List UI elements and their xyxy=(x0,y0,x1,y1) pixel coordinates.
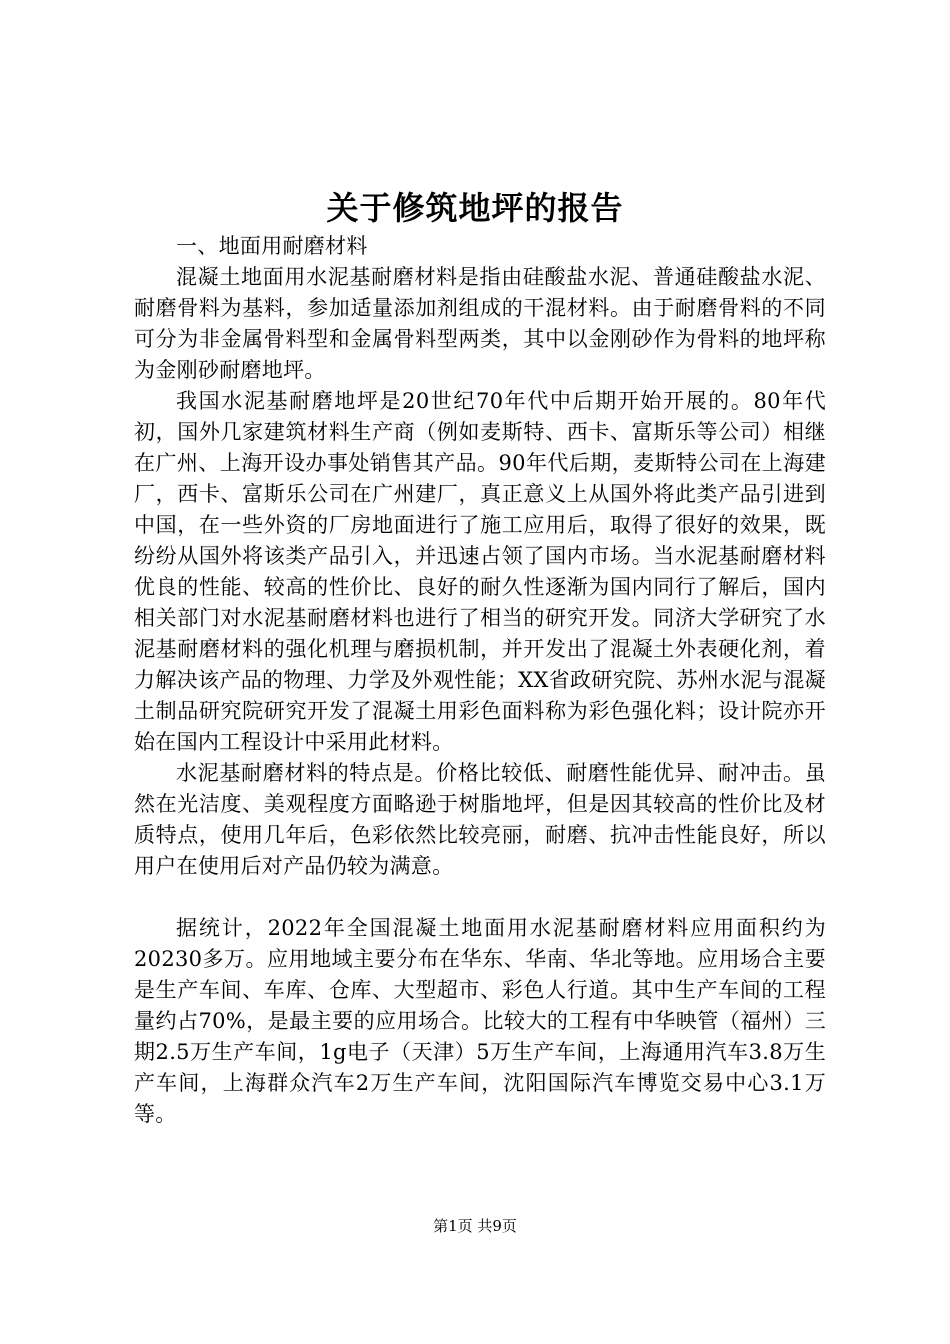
paragraph: 据统计，2022年全国混凝土地面用水泥基耐磨材料应用面积约为20230多万。应用地域主要分布在华东、华南、华北等地。应用场合主要是生产车间、车库、仓库、大型超市、彩色人行道。其中生产车间的工程量约占70%，是最主要的应用场合。比较大的工程有中华映管（福州）三期2.5万生产车间，1g电子（天津）5万生产车间，上海通用汽车3.8万生产车间，上海群众汽车2万生产车间，沈阳国际汽车博览交易中心3.1万等。 xyxy=(134,916,826,1126)
paragraph: 混凝土地面用水泥基耐磨材料是指由硅酸盐水泥、普通硅酸盐水泥、耐磨骨料为基料，参加适量添加剂组成的干混材料。由于耐磨骨料的不同可分为非金属骨料型和金属骨料型两类，其中以金刚砂作为骨料的地坪称为金刚砂耐磨地坪。 xyxy=(134,265,826,382)
paragraph: 我国水泥基耐磨地坪是20世纪70年代中后期开始开展的。80年代初，国外几家建筑材料生产商（例如麦斯特、西卡、富斯乐等公司）相继在广州、上海开设办事处销售其产品。90年代后期，麦斯特公司在上海建厂，西卡、富斯乐公司在广州建厂，真正意义上从国外将此类产品引进到中国，在一些外资的厂房地面进行了施工应用后，取得了很好的效果，既纷纷从国外将该类产品引入，并迅速占领了国内市场。当水泥基耐磨材料优良的性能、较高的性价比、良好的耐久性逐渐为国内同行了解后，国内相关部门对水泥基耐磨材料也进行了相当的研究开发。同济大学研究了水泥基耐磨材料的强化机理与磨损机制，并开发出了混凝土外表硬化剂，着力解决该产品的物理、力学及外观性能；XX省政研究院、苏州水泥与混凝土制品研究院研究开发了混凝土用彩色面料称为彩色强化料；设计院亦开始在国内工程设计中采用此材料。 xyxy=(134,389,826,754)
section-heading: 一、地面用耐磨材料 xyxy=(176,234,368,258)
document-body xyxy=(134,231,826,1130)
document-title: 关于修筑地坪的报告 xyxy=(326,189,624,227)
paragraph: 水泥基耐磨材料的特点是。价格比较低、耐磨性能优异、耐冲击。虽然在光洁度、美观程度方面略逊于树脂地坪，但是因其较高的性价比及材质特点，使用几年后，色彩依然比较亮丽，耐磨、抗冲击性能良好，所以用户在使用后对产品仍较为满意。 xyxy=(134,761,826,878)
page-number: 第1页 共9页 xyxy=(433,1217,517,1235)
